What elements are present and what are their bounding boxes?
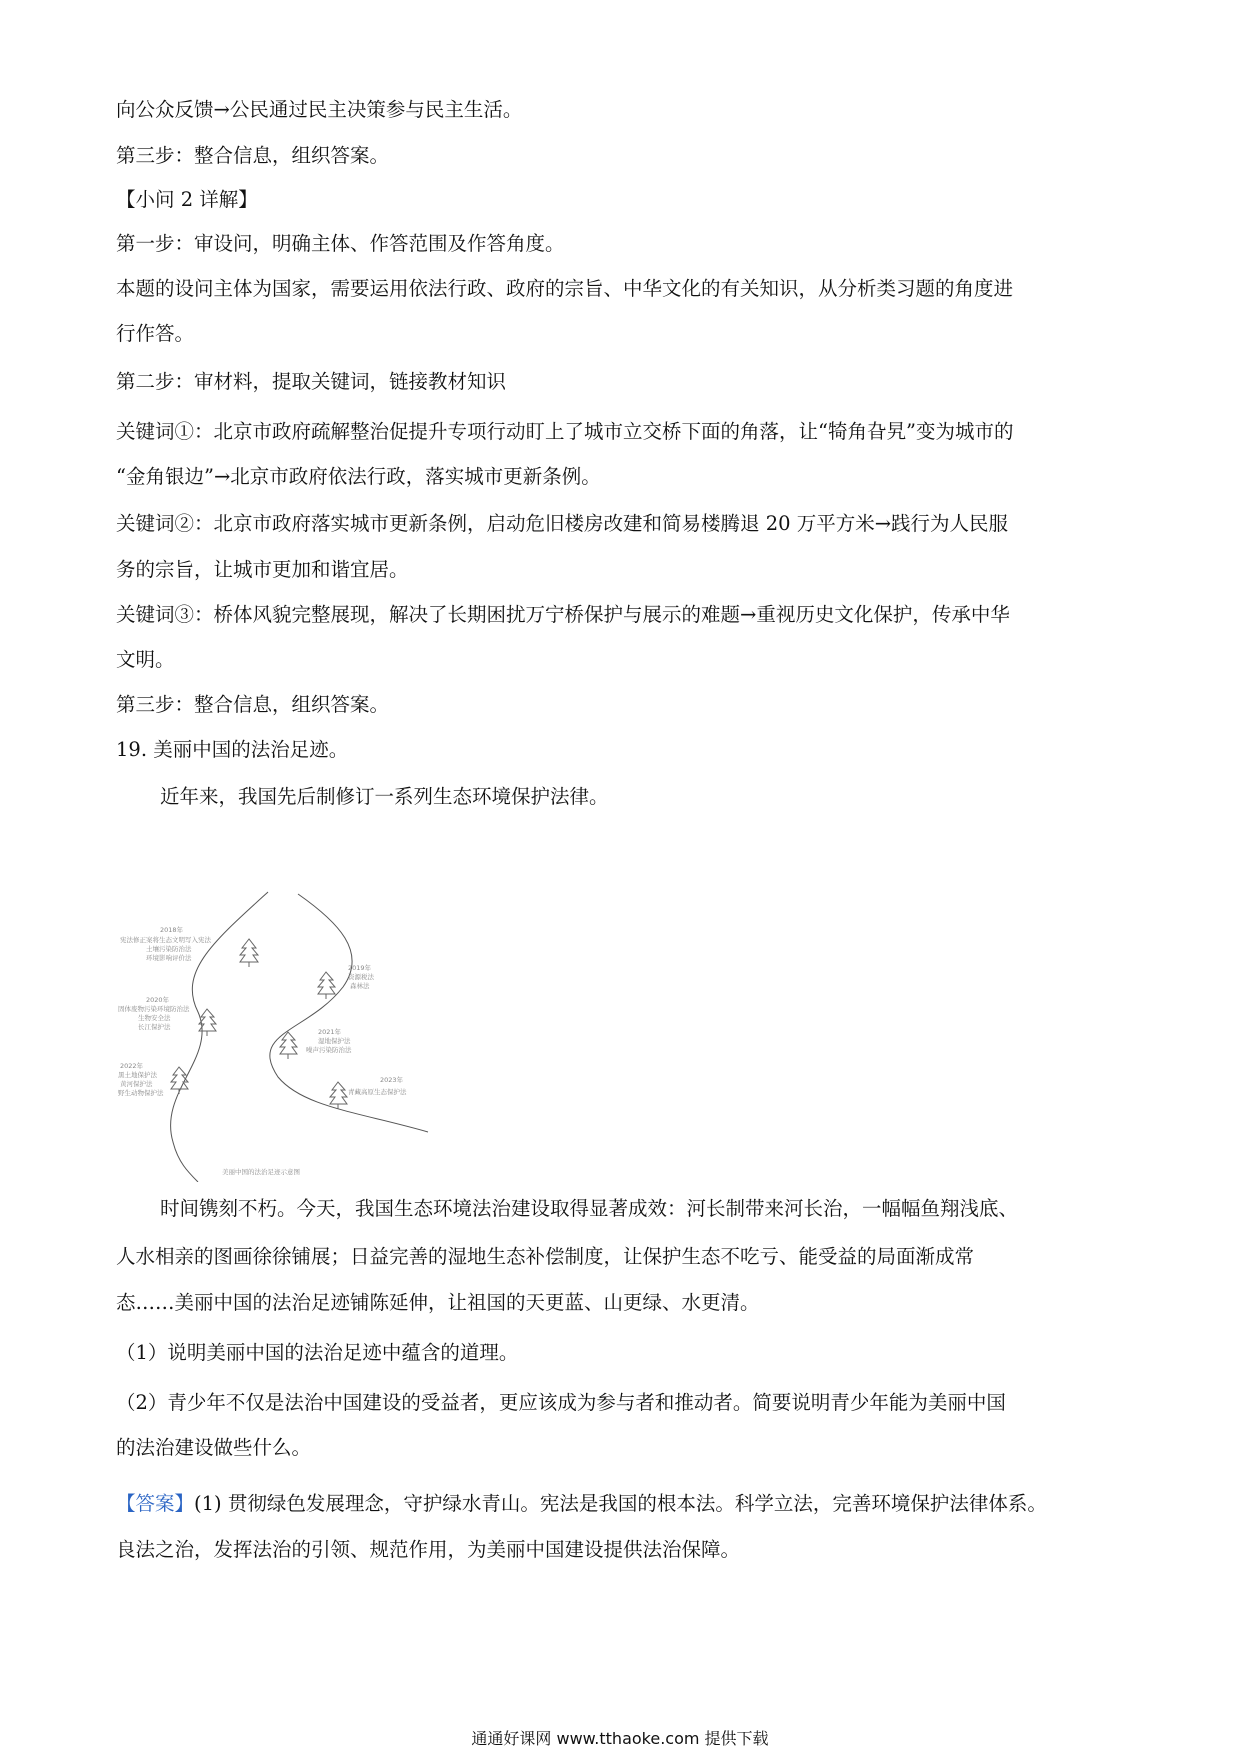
figure-label: 2020年 — [146, 996, 170, 1004]
text-line: 关键词②：北京市政府落实城市更新条例，启动危旧楼房改建和简易楼腾退 20 万平方米→践行为人民服 — [116, 512, 1009, 535]
figure-label: 环境影响评价法 — [146, 954, 192, 962]
figure-label: 生物安全法 — [138, 1014, 171, 1022]
material-line: 态……美丽中国的法治足迹铺陈延伸，让祖国的天更蓝、山更绿、水更清。 — [116, 1291, 760, 1314]
figure-label: 黑土地保护法 — [118, 1071, 157, 1079]
sub-question: （1）说明美丽中国的法治足迹中蕴含的道理。 — [116, 1341, 519, 1364]
figure-label: 资源税法 — [348, 973, 374, 981]
tree-icon — [240, 939, 258, 967]
text-line: 关键词①：北京市政府疏解整治促提升专项行动盯上了城市立交桥下面的角落，让“犄角旮旯”变为城市的 — [116, 420, 1014, 443]
text-line: 第一步：审设问，明确主体、作答范围及作答角度。 — [116, 232, 565, 255]
material-line: 人水相亲的图画徐徐铺展；日益完善的湿地生态补偿制度，让保护生态不吃亏、能受益的局面渐成常 — [116, 1245, 975, 1268]
figure-caption: 美丽中国的法治足迹示意图 — [222, 1168, 300, 1176]
figure-label: 2018年 — [160, 926, 184, 934]
figure-label: 2022年 — [120, 1062, 144, 1070]
tree-icon — [318, 972, 335, 999]
figure-label: 噪声污染防治法 — [306, 1046, 352, 1054]
figure-label: 2019年 — [348, 964, 372, 972]
text-line: 向公众反馈→公民通过民主决策参与民主生活。 — [116, 98, 523, 121]
footer-watermark: 通通好课网 www.tthaoke.com 提供下载 — [471, 1729, 769, 1748]
text-line: 文明。 — [116, 648, 175, 671]
figure-label: 2023年 — [380, 1076, 404, 1084]
text-line: 第三步：整合信息，组织答案。 — [116, 144, 390, 167]
sub-question: （2）青少年不仅是法治中国建设的受益者，更应该成为参与者和推动者。简要说明青少年能为美丽中国 — [116, 1391, 1006, 1414]
answer-line — [116, 1492, 1047, 1516]
answer-text: (1) 贯彻绿色发展理念，守护绿水青山。宪法是我国的根本法。科学立法，完善环境保护法律体系。 — [194, 1492, 1047, 1515]
material-line: 时间镌刻不朽。今天，我国生态环境法治建设取得显著成效：河长制带来河长治，一幅幅鱼翔浅底、 — [160, 1197, 1019, 1220]
road-illustration — [118, 882, 473, 1182]
text-line: 行作答。 — [116, 322, 195, 345]
text-line: 第三步：整合信息，组织答案。 — [116, 693, 390, 716]
figure-label: 湿地保护法 — [318, 1037, 351, 1045]
text-line: 第二步：审材料，提取关键词，链接教材知识 — [116, 370, 507, 393]
figure-label: 2021年 — [318, 1028, 342, 1036]
tree-icon — [280, 1032, 297, 1059]
answer-line: 良法之治，发挥法治的引领、规范作用，为美丽中国建设提供法治保障。 — [116, 1538, 741, 1561]
figure-label: 土壤污染防治法 — [146, 945, 192, 953]
text-line: 务的宗旨，让城市更加和谐宜居。 — [116, 558, 409, 581]
tree-icon — [330, 1082, 347, 1109]
figure-label: 黄河保护法 — [120, 1080, 153, 1088]
figure-label: 青藏高原生态保护法 — [348, 1088, 407, 1096]
answer-tag: 【答案】 — [116, 1492, 195, 1515]
section-heading: 【小问 2 详解】 — [116, 188, 258, 211]
figure-label: 固体废物污染环境防治法 — [118, 1005, 190, 1013]
figure-label: 野生动物保护法 — [118, 1089, 164, 1097]
tree-icon — [171, 1067, 188, 1094]
text-line: 本题的设问主体为国家，需要运用依法行政、政府的宗旨、中华文化的有关知识，从分析类习题的角度进 — [116, 277, 1014, 300]
figure-label: 森林法 — [350, 982, 370, 990]
text-line: 关键词③：桥体风貌完整展现，解决了长期困扰万宁桥保护与展示的难题→重视历史文化保护，传承中华 — [116, 603, 1010, 626]
question-title: 19. 美丽中国的法治足迹。 — [116, 738, 349, 761]
figure-label: 长江保护法 — [138, 1023, 171, 1031]
legal-footprint-figure — [118, 882, 473, 1182]
material-line: 近年来，我国先后制修订一系列生态环境保护法律。 — [160, 785, 609, 808]
figure-label: 宪法修正案将生态文明写入宪法 — [120, 936, 211, 944]
sub-question: 的法治建设做些什么。 — [116, 1436, 312, 1459]
text-line: “金角银边”→北京市政府依法行政，落实城市更新条例。 — [116, 465, 601, 488]
